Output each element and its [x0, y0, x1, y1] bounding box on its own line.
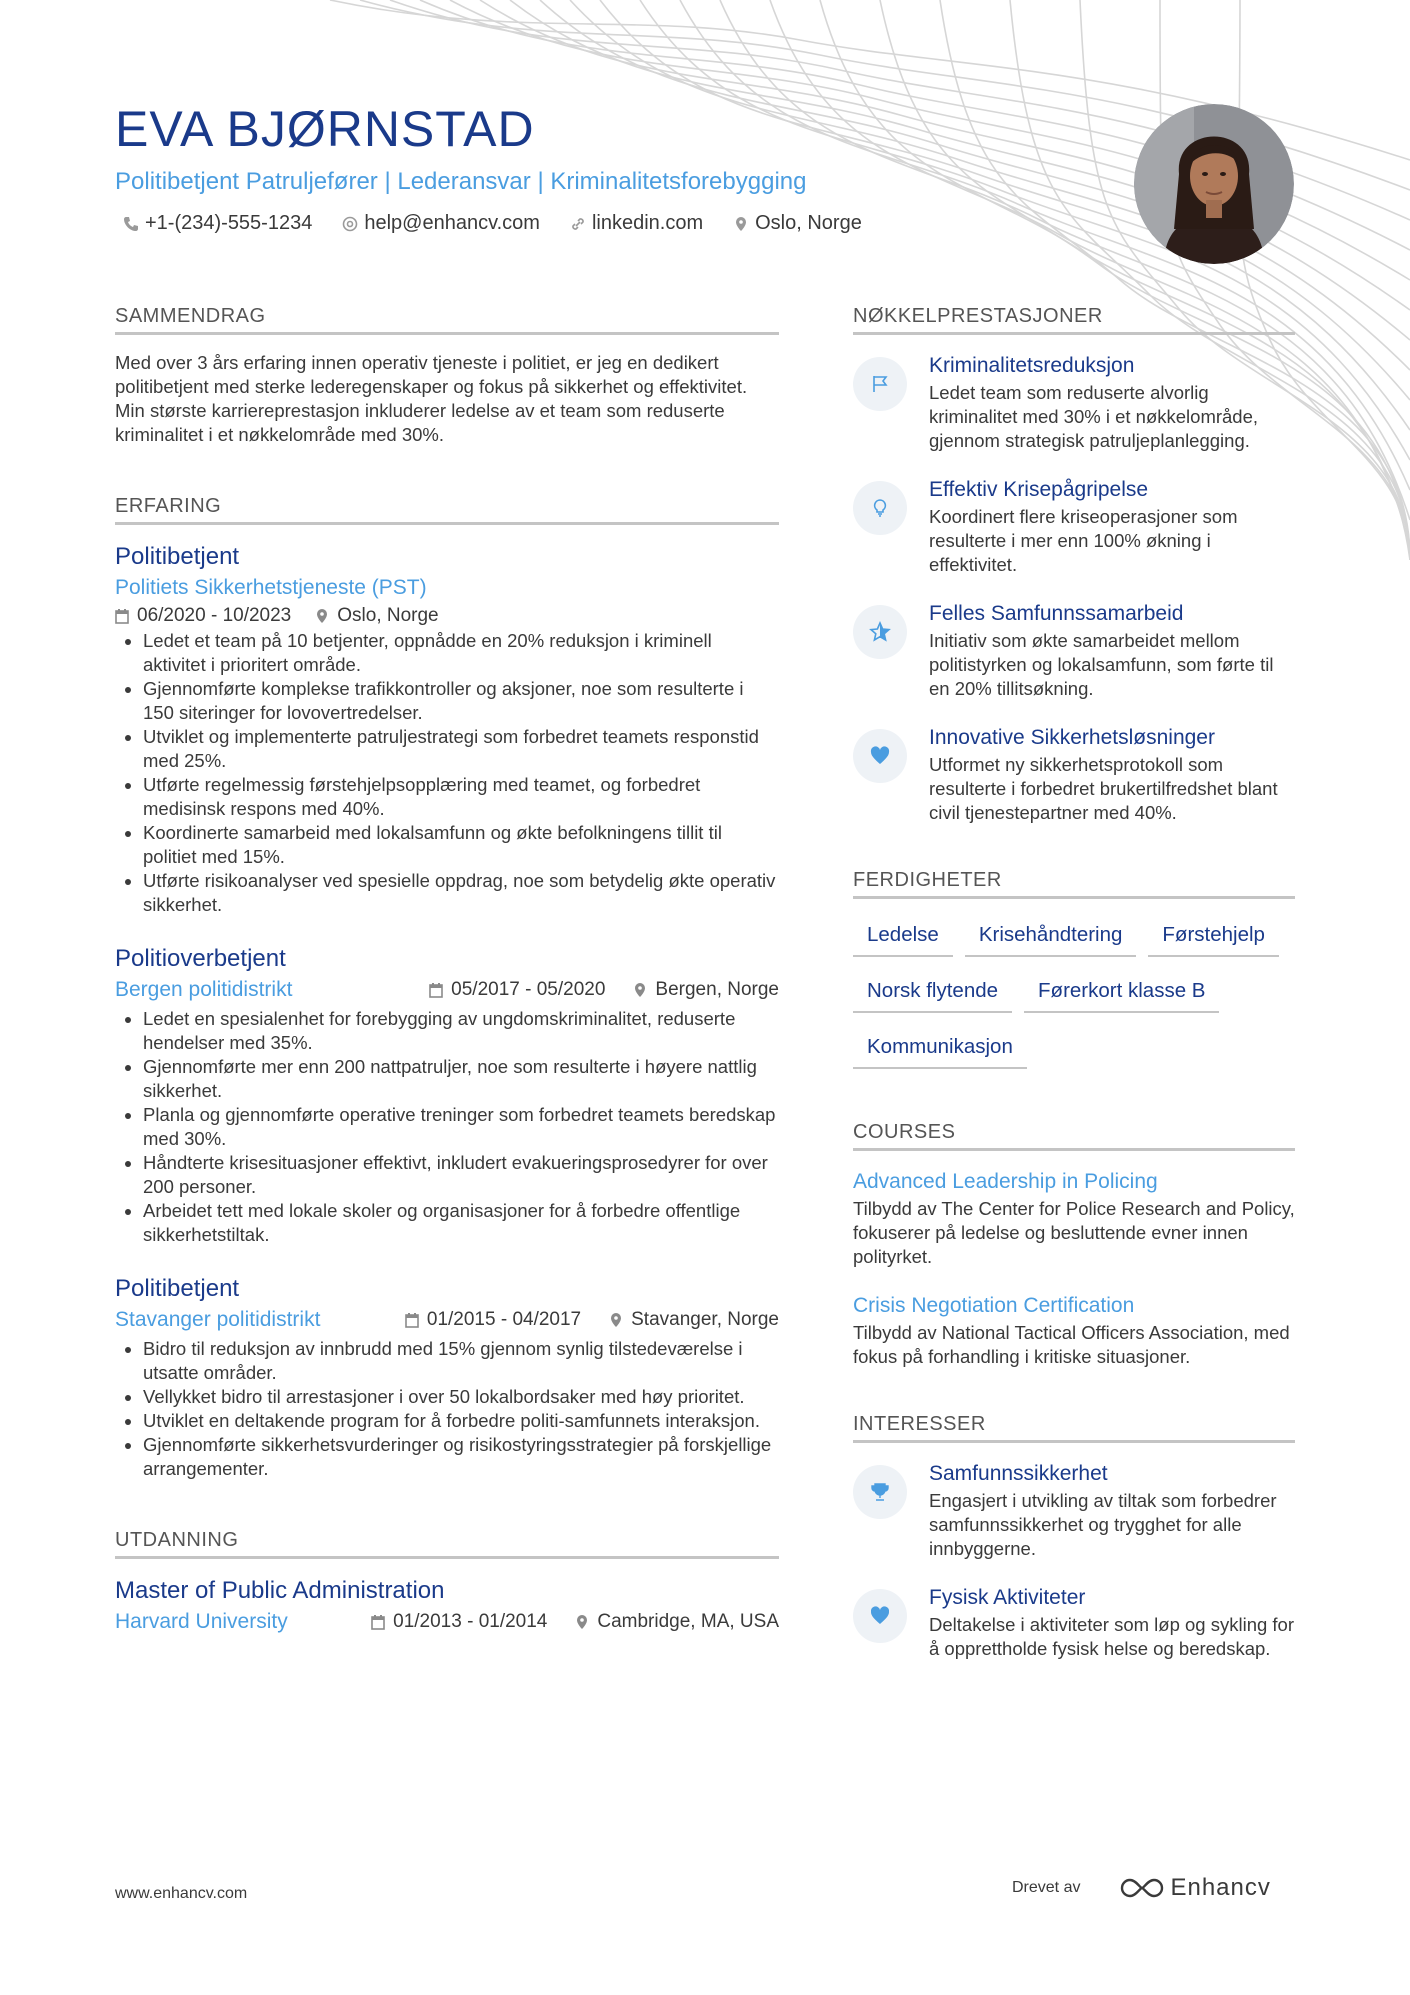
- location-text: Cambridge, MA, USA: [597, 1611, 779, 1632]
- flag-icon: [853, 357, 907, 411]
- bullet: • Utviklet og implementerte patruljestrategi som forbedret teamets responstid med 25%.: [143, 725, 779, 773]
- portrait-image: [1134, 104, 1294, 264]
- interest-item: [853, 1583, 1295, 1661]
- achievement-title: Innovative Sikkerhetsløsninger: [929, 726, 1215, 749]
- course-title: Crisis Negotiation Certification: [853, 1294, 1135, 1317]
- education-entry: [115, 1575, 779, 1637]
- summary-text: Med over 3 års erfaring innen operativ tjeneste i politiet, er jeg en dedikert politibetjent med sterke lederegenskaper og fokus på sikkerhet og effektivitet. Min største karriereprestasjon inkluderer ledelse av et team som reduserte kriminalitet i et nøkkelområde med 30%.: [115, 352, 748, 445]
- achievement-item: [853, 723, 1295, 825]
- job-location: [315, 605, 438, 627]
- company-name: Stavanger politidistrikt: [115, 1308, 321, 1331]
- bullet: • Bidro til reduksjon av innbrudd med 15% gjennom synlig tilstedeværelse i utsatte områder.: [143, 1337, 779, 1385]
- contact-email[interactable]: [342, 212, 540, 235]
- resume-header: [115, 98, 1115, 235]
- heart-icon: [853, 729, 907, 783]
- education-dates: [371, 1611, 547, 1633]
- job-title: Politibetjent: [115, 1275, 240, 1302]
- job-dates: [115, 605, 291, 627]
- achievement-desc: Ledet team som reduserte alvorlig kriminalitet med 30% i et nøkkelområde, gjennom strategisk patruljeplanlegging.: [929, 382, 1259, 451]
- location-pin-icon: [633, 982, 647, 998]
- section-title-summary: SAMMENDRAG: [115, 305, 779, 335]
- bullet: • Utførte risikoanalyser ved spesielle oppdrag, noe som betydelig økte operativ sikkerhet.: [143, 869, 779, 917]
- section-title-experience: ERFARING: [115, 495, 779, 525]
- job-meta-row: [115, 975, 779, 1005]
- bullet: • Arbeidet tett med lokale skoler og organisasjoner for å forbedre offentlige sikkerhetstiltak.: [143, 1199, 779, 1247]
- location-text: Oslo, Norge: [337, 605, 439, 626]
- lightbulb-icon: [853, 481, 907, 535]
- job-dates: [405, 1309, 581, 1331]
- course-desc: Tilbydd av National Tactical Officers Association, med fokus på forhandling i kritiske situasjoner.: [853, 1322, 1290, 1367]
- job-meta: [115, 605, 779, 627]
- interest-item: [853, 1459, 1295, 1561]
- company-name: Bergen politidistrikt: [115, 978, 293, 1001]
- star-icon: [853, 605, 907, 659]
- dates-text: 05/2017 - 05/2020: [451, 979, 606, 1000]
- job-dates: [429, 979, 605, 1001]
- contact-linkedin[interactable]: [570, 212, 703, 235]
- job-meta: [405, 1309, 779, 1331]
- achievement-item: [853, 351, 1295, 453]
- bullet: • Utførte regelmessig førstehjelpsopplæring med teamet, og forbedret medisinsk respons med 40%.: [143, 773, 779, 821]
- brand-name: Enhancv: [1170, 1874, 1271, 1901]
- education-meta-row: [115, 1607, 779, 1637]
- email-text: help@enhancv.com: [364, 212, 540, 234]
- calendar-icon: [371, 1614, 385, 1630]
- location-text: Bergen, Norge: [655, 979, 779, 1000]
- dates-text: 06/2020 - 10/2023: [137, 605, 292, 626]
- section-title-interests: INTERESSER: [853, 1413, 1295, 1443]
- achievement-item: [853, 599, 1295, 701]
- section-title-courses: COURSES: [853, 1121, 1295, 1151]
- job-meta: [429, 979, 779, 1001]
- link-icon: [570, 216, 586, 232]
- location-text: Oslo, Norge: [755, 212, 862, 234]
- bullet: • Koordinerte samarbeid med lokalsamfunn og økte befolkningens tillit til politiet med 15%.: [143, 821, 779, 869]
- dates-text: 01/2013 - 01/2014: [393, 1611, 548, 1632]
- footer-website[interactable]: www.enhancv.com: [115, 1885, 248, 1902]
- skill-tag: Ledelse: [853, 915, 953, 957]
- footer-branding: [1012, 1874, 1271, 1902]
- infinity-logo-icon: [1120, 1876, 1164, 1900]
- achievement-desc: Initiativ som økte samarbeidet mellom politistyrken og lokalsamfunn, som førte til en 20% tillitsøkning.: [929, 630, 1274, 699]
- enhancv-logo[interactable]: [1120, 1874, 1270, 1902]
- linkedin-text: linkedin.com: [591, 212, 704, 234]
- interest-title: Fysisk Aktiviteter: [929, 1586, 1086, 1609]
- achievement-desc: Koordinert flere kriseoperasjoner som resulterte i mer enn 100% økning i effektivitet.: [929, 506, 1238, 575]
- job-bullets: [115, 1007, 779, 1247]
- calendar-icon: [405, 1312, 419, 1328]
- bullet: • Ledet et team på 10 betjenter, oppnådde en 20% reduksjon i kriminell aktivitet i prioritert område.: [143, 629, 779, 677]
- location-pin-icon: [733, 216, 749, 232]
- job-entry: [115, 943, 779, 1247]
- course-desc: Tilbydd av The Center for Police Research and Policy, fokuserer på ledelse og besluttende evner innen polityrket.: [853, 1198, 1295, 1267]
- job-title: Politioverbetjent: [115, 945, 286, 972]
- job-bullets: [115, 1337, 779, 1481]
- bullet: • Utviklet en deltakende program for å forbedre politi-samfunnets interaksjon.: [143, 1409, 779, 1433]
- contact-row: [115, 212, 1115, 235]
- bullet: • Håndterte krisesituasjoner effektivt, inkludert evakueringsprosedyrer for over 200 personer.: [143, 1151, 779, 1199]
- dates-text: 01/2015 - 04/2017: [426, 1309, 582, 1330]
- location-pin-icon: [575, 1614, 589, 1630]
- skill-tag: Kommunikasjon: [853, 1027, 1027, 1069]
- degree-title: Master of Public Administration: [115, 1577, 445, 1604]
- bullet: • Gjennomførte mer enn 200 nattpatruljer, noe som resulterte i høyere nattlig sikkerhet.: [143, 1055, 779, 1103]
- heart-icon: [853, 1589, 907, 1643]
- section-title-skills: FERDIGHETER: [853, 869, 1295, 899]
- left-column: [115, 305, 779, 1663]
- skill-tag: Førstehjelp: [1148, 915, 1279, 957]
- trophy-icon: [853, 1465, 907, 1519]
- job-title: Politibetjent: [115, 543, 240, 570]
- interest-desc: Deltakelse i aktiviteter som løp og sykling for å opprettholde fysisk helse og beredskap.: [929, 1614, 1294, 1659]
- location-text: Stavanger, Norge: [631, 1309, 779, 1330]
- bullet: • Gjennomførte komplekse trafikkontroller og aksjoner, noe som resulterte i 150 siteringer for lovovertredelser.: [143, 677, 779, 725]
- bullet: • Ledet en spesialenhet for forebygging av ungdomskriminalitet, reduserte hendelser med 35%.: [143, 1007, 779, 1055]
- contact-location: [733, 212, 862, 235]
- bullet: • Planla og gjennomførte operative treninger som forbedret teamets beredskap med 30%.: [143, 1103, 779, 1151]
- contact-phone[interactable]: [123, 212, 312, 235]
- headline: Politibetjent Patruljefører | Lederansvar | Kriminalitetsforebygging: [115, 168, 807, 195]
- job-location: [609, 1309, 779, 1331]
- achievement-title: Kriminalitetsreduksjon: [929, 354, 1135, 377]
- interest-desc: Engasjert i utvikling av tiltak som forbedrer samfunnssikkerhet og trygghet for alle innbyggerne.: [929, 1490, 1277, 1559]
- phone-text: +1-(234)-555-1234: [145, 212, 313, 234]
- company-name: Politiets Sikkerhetstjeneste (PST): [115, 576, 427, 599]
- section-title-education: UTDANNING: [115, 1529, 779, 1559]
- school-name: Harvard University: [115, 1610, 288, 1633]
- course-title: Advanced Leadership in Policing: [853, 1170, 1158, 1193]
- skill-tag: Førerkort klasse B: [1024, 971, 1219, 1013]
- right-column: [853, 305, 1295, 1683]
- education-meta: [371, 1611, 779, 1633]
- phone-icon: [123, 216, 139, 232]
- powered-by-label: Drevet av: [1012, 1879, 1081, 1896]
- at-icon: [342, 216, 358, 232]
- job-entry: [115, 541, 779, 917]
- course-item: [853, 1291, 1295, 1369]
- candidate-name: EVA BJØRNSTAD: [115, 101, 535, 157]
- location-pin-icon: [315, 608, 329, 624]
- course-item: [853, 1167, 1295, 1269]
- bullet: • Vellykket bidro til arrestasjoner i over 50 lokalbordsaker med høy prioritet.: [143, 1385, 779, 1409]
- education-location: [575, 1611, 779, 1633]
- calendar-icon: [429, 982, 443, 998]
- section-title-achievements: NØKKELPRESTASJONER: [853, 305, 1295, 335]
- job-meta-row: [115, 1305, 779, 1335]
- skill-tag: Krisehåndtering: [965, 915, 1137, 957]
- job-location: [633, 979, 779, 1001]
- skills-list: [853, 915, 1293, 1069]
- achievement-item: [853, 475, 1295, 577]
- profile-photo: [1134, 104, 1294, 264]
- bullet: • Gjennomførte sikkerhetsvurderinger og risikostyringsstrategier på forskjellige arrangementer.: [143, 1433, 779, 1481]
- job-bullets: [115, 629, 779, 917]
- achievement-title: Felles Samfunnssamarbeid: [929, 602, 1184, 625]
- skill-tag: Norsk flytende: [853, 971, 1012, 1013]
- location-pin-icon: [609, 1312, 623, 1328]
- achievement-desc: Utformet ny sikkerhetsprotokoll som resulterte i forbedret brukertilfredshet blant civil tjenestepartner med 40%.: [929, 754, 1278, 823]
- job-entry: [115, 1273, 779, 1481]
- achievement-title: Effektiv Krisepågripelse: [929, 478, 1149, 501]
- interest-title: Samfunnssikkerhet: [929, 1462, 1108, 1485]
- calendar-icon: [115, 608, 129, 624]
